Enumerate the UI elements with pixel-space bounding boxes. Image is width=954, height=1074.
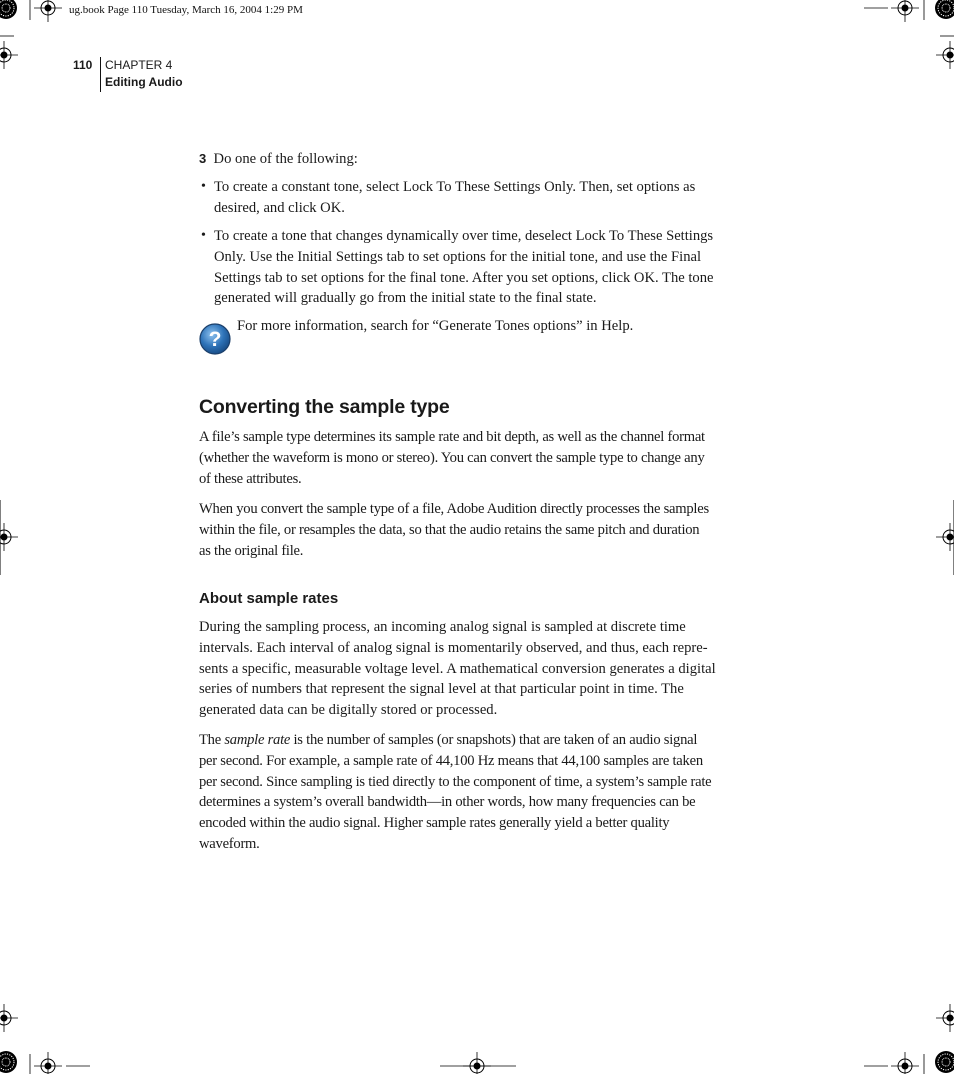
registration-mark-icon — [936, 41, 954, 69]
paragraph-line: per second. Since sampling is tied directly to the component of time, a system’s sample rate — [199, 773, 712, 790]
star-target-icon — [935, 1051, 954, 1073]
bullet-line: To create a constant tone, select Lock To These Settings Only. Then, set options as — [214, 179, 696, 195]
line-suffix: is the number of samples (or snapshots) that are taken of an audio signal — [290, 732, 698, 748]
paragraph-line: (whether the waveform is mono or stereo). You can convert the sample type to change any — [199, 449, 705, 466]
svg-text:?: ? — [208, 328, 222, 351]
paragraph-line: within the file, or resamples the data, so that the audio retains the same pitch and duration — [199, 521, 700, 538]
paragraph-line: determines a system’s overall bandwidth—in other words, how many frequencies can be — [199, 794, 696, 811]
help-note: For more information, search for “Generate Tones options” in Help. — [237, 318, 634, 334]
bullet-line: To create a tone that changes dynamically over time, deselect Lock To These Settings — [214, 228, 714, 244]
registration-mark-icon — [463, 1052, 491, 1074]
registration-mark-icon — [34, 1052, 62, 1074]
line-prefix: The — [199, 732, 225, 748]
paragraph-line: intervals. Each interval of analog signal is momentarily observed, and thus, each repre- — [199, 639, 708, 656]
paragraph-line: When you convert the sample type of a file, Adobe Audition directly processes the samples — [199, 501, 709, 517]
paragraph-line: waveform. — [199, 835, 260, 852]
bullet-marker: • — [201, 179, 206, 194]
paragraph-line: generated data can be digitally stored or processed. — [199, 702, 498, 719]
registration-mark-icon — [0, 523, 18, 551]
registration-mark-icon — [891, 1052, 919, 1074]
star-target-icon — [0, 0, 17, 19]
section-heading: Converting the sample type — [199, 396, 450, 418]
section-name: Editing Audio — [105, 75, 183, 89]
bullet-marker: • — [201, 228, 206, 243]
bullet-line: desired, and click OK. — [214, 199, 345, 216]
bullet-line: Settings tab to set options for the final tone. After you set options, click OK. The tone — [214, 269, 714, 286]
term-sample-rate: sample rate — [224, 732, 291, 748]
registration-mark-icon — [936, 1004, 954, 1032]
paragraph-line: per second. For example, a sample rate of 44,100 Hz means that 44,100 samples are taken — [199, 752, 703, 769]
paragraph-line: sents a specific, measurable voltage level. A mathematical conversion generates a digital — [199, 660, 716, 677]
star-target-icon — [935, 0, 954, 19]
registration-mark-icon — [936, 523, 954, 551]
paragraph-line: of these attributes. — [199, 470, 302, 487]
bullet-line: Only. Use the Initial Settings tab to set options for the initial tone, and use the Final — [214, 248, 702, 265]
bullet-line: generated will gradually go from the initial state to the final state. — [214, 290, 597, 307]
chapter-label: CHAPTER 4 — [105, 58, 173, 72]
paragraph-line: encoded within the audio signal. Higher sample rates generally yield a better quality — [199, 815, 670, 832]
paragraph-line: During the sampling process, an incoming analog signal is sampled at discrete time — [199, 619, 686, 635]
paragraph-line: A file’s sample type determines its sample rate and bit depth, as well as the channel format — [199, 429, 705, 445]
subheading: About sample rates — [199, 590, 339, 607]
registration-mark-icon — [0, 41, 18, 69]
star-target-icon — [0, 1051, 17, 1073]
step-number: 3 — [199, 151, 207, 166]
paragraph-line: as the original file. — [199, 542, 304, 559]
registration-mark-icon — [0, 1004, 18, 1032]
registration-mark-icon — [891, 0, 919, 22]
registration-mark-icon — [34, 0, 62, 22]
slug-line: ug.book Page 110 Tuesday, March 16, 2004 1:29 PM — [69, 4, 303, 16]
paragraph-line: series of numbers that represent the signal level at that particular point in time. The — [199, 681, 684, 698]
page-number: 110 — [73, 58, 93, 72]
step-text: Do one of the following: — [213, 151, 358, 167]
